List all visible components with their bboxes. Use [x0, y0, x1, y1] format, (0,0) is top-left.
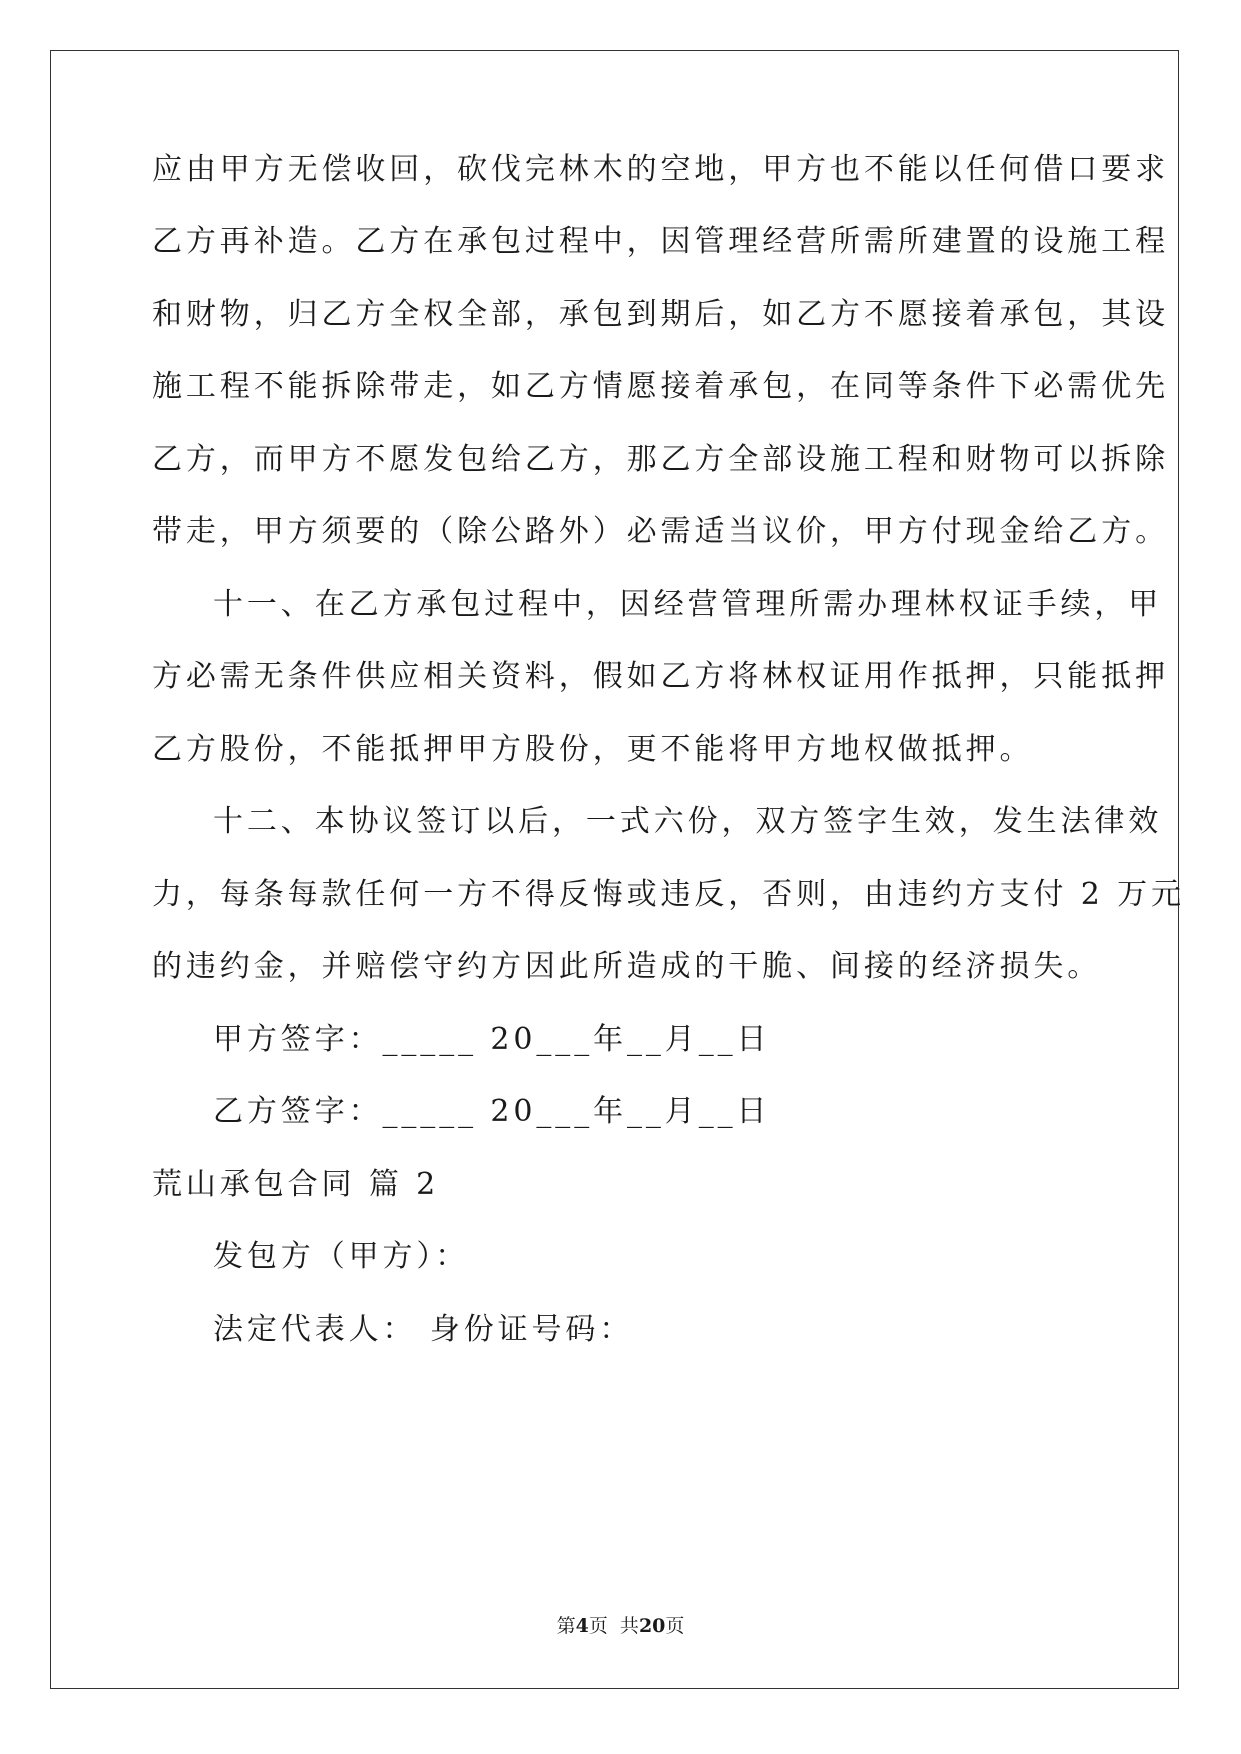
- page-footer: [0, 1614, 1241, 1638]
- paragraph-line: 方必需无条件供应相关资料，假如乙方将林权证用作抵押，只能抵押: [152, 659, 1169, 694]
- clause-11-line: 十一、在乙方承包过程中，因经营管理所需办理林权证手续，甲: [213, 587, 1163, 622]
- paragraph-line: 的违约金，并赔偿守约方因此所造成的干脆、间接的经济损失。: [152, 949, 1102, 984]
- paragraph-line: 力，每条每款任何一方不得反悔或违反，否则，由违约方支付 2 万元: [152, 877, 1185, 912]
- footer-prefix: 第: [556, 1615, 576, 1637]
- legal-representative-line: 法定代表人： 身份证号码：: [213, 1312, 634, 1347]
- current-page-number: 4: [575, 1615, 589, 1637]
- paragraph-line: 应由甲方无偿收回，砍伐完林木的空地，甲方也不能以任何借口要求: [152, 152, 1169, 187]
- clause-12-line: 十二、本协议签订以后，一式六份，双方签字生效，发生法律效: [213, 804, 1163, 839]
- footer-middle: 页 共: [588, 1615, 639, 1637]
- paragraph-line: 乙方股份，不能抵押甲方股份，更不能将甲方地权做抵押。: [152, 732, 1034, 767]
- contractor-line: 发包方（甲方）：: [213, 1239, 470, 1274]
- paragraph-line: 带走，甲方须要的（除公路外）必需适当议价，甲方付现金给乙方。: [152, 514, 1169, 549]
- section-heading: 荒山承包合同 篇 2: [152, 1167, 440, 1202]
- total-page-count: 20: [638, 1615, 666, 1637]
- party-b-signature-line: 乙方签字：_____ 20___年__月__日: [213, 1094, 771, 1129]
- paragraph-line: 乙方再补造。乙方在承包过程中，因管理经营所需所建置的设施工程: [152, 224, 1169, 259]
- footer-suffix: 页: [665, 1615, 685, 1637]
- party-a-signature-line: 甲方签字：_____ 20___年__月__日: [213, 1022, 771, 1057]
- paragraph-line: 和财物，归乙方全权全部，承包到期后，如乙方不愿接着承包，其设: [152, 297, 1169, 332]
- paragraph-line: 施工程不能拆除带走，如乙方情愿接着承包，在同等条件下必需优先: [152, 369, 1169, 404]
- paragraph-line: 乙方，而甲方不愿发包给乙方，那乙方全部设施工程和财物可以拆除: [152, 442, 1169, 477]
